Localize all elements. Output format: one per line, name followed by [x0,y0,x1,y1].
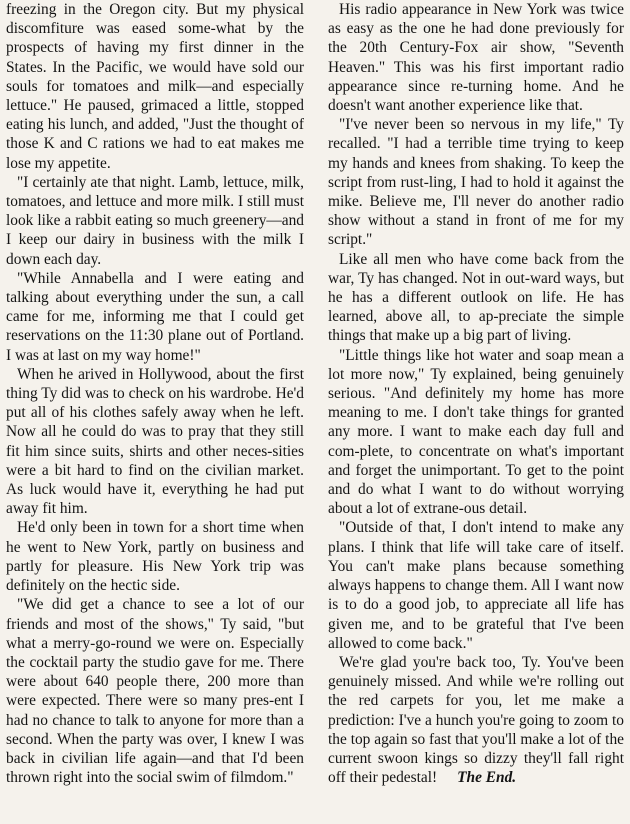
paragraph: His radio appearance in New York was twice as easy as the one he had done previously for the 20th Century-Fox air show, "Seventh Heaven." This was his first important radio appearance since re-turning home. And he doesn't want another experience like that. [328,1,624,115]
paragraph-text: We're glad you're back too, Ty. You've been genuinely missed. And while we're rolling out the red carpets for you, let me make a prediction: I've a hunch you're going to zoom to the top again so fast that you'll make a lot of the current swoon kings so dizzy they'll fall right off their pedestal! [328,653,624,787]
paragraph: "I've never been so nervous in my life," Ty recalled. "I had a terrible time trying to keep my hands and knees from shaking. To keep the script from rust-ling, I had to hold it against the mike. Believe me, I'll never do another radio show without a stand in front of me for my script." [328,116,624,249]
paragraph: "Outside of that, I don't intend to make any plans. I think that life will take care of itself. You can't make plans because something always happens to change them. All I want now is to do a good job, to appreciate all life has given me, and to be grateful that I've been allowed to come back." [328,519,624,652]
paragraph: He'd only been in town for a short time when he went to New York, partly on business and partly for pleasure. His New York trip was definitely on the hectic side. [6,519,304,595]
left-column [6,0,304,787]
paragraph: When he arived in Hollywood, about the first thing Ty did was to check on his wardrobe. He'd put all of his clothes safely away when he left. Now all he could do was to pray that they still fit him since suits, shirts and other neces-sities were a bit hard to find on the civilian market. As luck would have it, everything he had put away fit him. [6,365,304,518]
end-mark: The End. [457,769,517,787]
paragraph: "While Annabella and I were eating and talking about everything under the sun, a call came for me, informing me that I could get reservations on the 11:30 plane out of Portland. I was at last on my way home!" [6,269,304,364]
final-paragraph [328,653,624,787]
paragraph: "We did get a chance to see a lot of our friends and most of the shows," Ty said, "but what a merry-go-round we were on. Especially the cocktail party the studio gave for me. There were about 640 people there, 200 more than were expected. There were so many pres-ent I had no chance to talk to anyone for more than a second. When the party was over, I knew I was back in civilian life again—and that I'd been thrown right into the social swim of filmdom." [6,596,304,787]
paragraph: "Little things like hot water and soap mean a lot more now," Ty explained, being genuinely serious. "And definitely my home has more meaning to me. I don't take things for granted any more. I want to make each day full and com-plete, to concentrate on what's important and forget the unimportant. To get to the point and do what I want to do without worrying about a lot of extrane-ous detail. [328,346,624,518]
paragraph: freezing in the Oregon city. But my physical discomfiture was eased some-what by the prospects of having my first dinner in the States. In the Pacific, we would have sold our souls for tomatoes and milk—and especially lettuce." He paused, grimaced a little, stopped eating his lunch, and added, "Just the thought of those K and C rations we had to eat makes me lose my appetite. [6,1,304,172]
paragraph: "I certainly ate that night. Lamb, lettuce, milk, tomatoes, and lettuce and more milk. I still must look like a rabbit eating so much greenery—and I keep our dairy in business with the milk I down each day. [6,173,304,268]
paragraph: Like all men who have come back from the war, Ty has changed. Not in out-ward ways, but he has a different outlook on life. He has learned, above all, to ap-preciate the simple things that make up a big part of living. [328,250,624,345]
right-column [328,0,624,787]
